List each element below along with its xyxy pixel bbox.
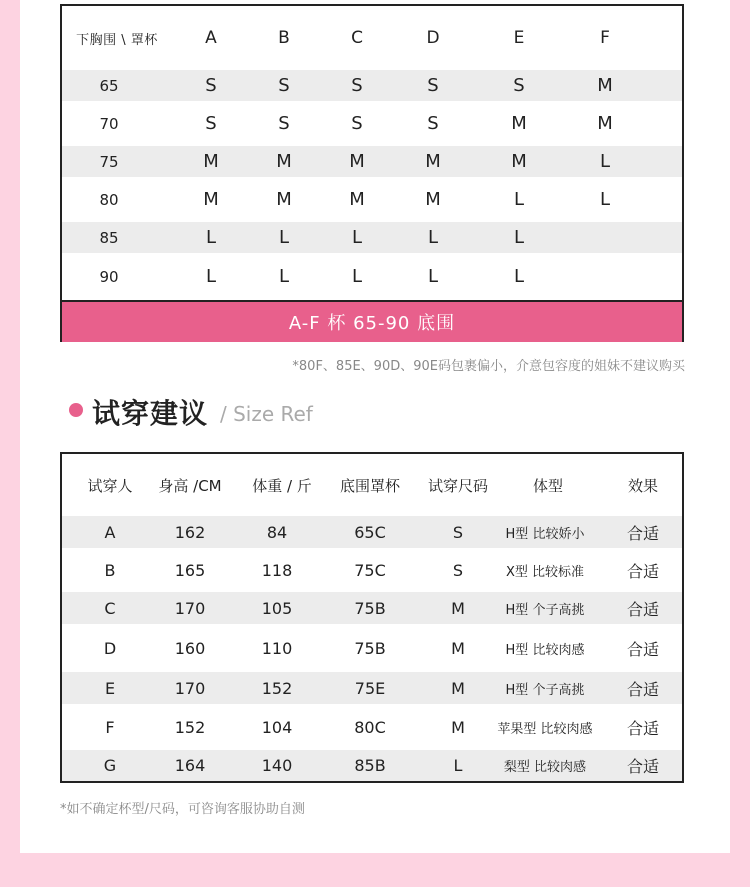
tryon-effect: 合适 — [626, 561, 659, 581]
tryon-header-person: 试穿人 — [87, 476, 133, 495]
size-cell: S — [351, 75, 363, 96]
tryon-person: C — [104, 598, 116, 618]
tryon-size: M — [451, 638, 465, 658]
tryon-effect: 合适 — [626, 639, 659, 659]
size-chart-row — [62, 101, 682, 146]
tryon-weight: 118 — [261, 560, 293, 580]
size-cell: M — [349, 151, 365, 172]
band-label: 80 — [99, 190, 119, 209]
tryon-row — [62, 750, 682, 781]
tryon-band-cup: 75B — [354, 598, 386, 618]
band-label: 70 — [99, 114, 119, 133]
size-chart-corner-header: 下胸围 \ 罩杯 — [76, 32, 158, 48]
size-cell: M — [349, 189, 365, 210]
size-cell: M — [203, 189, 219, 210]
tryon-body-type: H型 个子高挑 — [505, 602, 585, 618]
tryon-row — [62, 592, 682, 624]
tryon-size: M — [451, 598, 465, 618]
tryon-row — [62, 624, 682, 672]
tryon-effect: 合适 — [626, 599, 659, 619]
size-cell: L — [278, 266, 290, 287]
tryon-weight: 104 — [261, 717, 293, 737]
size-cell: M — [425, 151, 441, 172]
tryon-person: E — [104, 678, 116, 698]
size-cell: S — [351, 113, 363, 134]
tryon-header-weight: 体重 / 斤 — [252, 476, 312, 495]
tryon-header-size: 试穿尺码 — [427, 476, 488, 495]
tryon-band-cup: 85B — [354, 756, 386, 775]
consult-note: *如不确定杯型/尺码，可咨询客服协助自测 — [60, 802, 305, 817]
size-cell: M — [511, 151, 527, 172]
tryon-height: 162 — [174, 522, 206, 542]
tryon-body-type: X型 比较标准 — [505, 564, 585, 580]
tryon-size: M — [451, 717, 465, 737]
size-cell: L — [351, 227, 363, 248]
bullet-dot-icon — [69, 403, 83, 417]
tryon-effect: 合适 — [626, 757, 659, 776]
size-cell: L — [599, 189, 611, 210]
band-label: 65 — [99, 76, 119, 95]
tryon-body-type: 苹果型 比较肉感 — [497, 721, 593, 737]
tryon-height: 164 — [174, 756, 206, 775]
size-cell: M — [425, 189, 441, 210]
size-cell: S — [513, 75, 525, 96]
tryon-header-band-cup: 底围罩杯 — [339, 476, 400, 495]
cup-header-a: A — [205, 28, 217, 48]
cup-header-c: C — [351, 28, 363, 48]
section-title: 试穿建议 — [92, 397, 209, 430]
size-cell: S — [205, 75, 217, 96]
section-subtitle: / Size Ref — [220, 402, 313, 426]
tryon-effect: 合适 — [626, 679, 659, 699]
size-chart-row — [62, 177, 682, 222]
tryon-band-cup: 75B — [354, 638, 386, 658]
size-cell: L — [205, 266, 217, 287]
size-chart-row — [62, 222, 682, 253]
tryon-body-type: 梨型 比较肉感 — [503, 760, 587, 775]
tryon-height: 170 — [174, 678, 206, 698]
tryon-body-type: H型 个子高挑 — [505, 682, 585, 698]
tryon-height: 165 — [174, 560, 206, 580]
tryon-body-type: H型 比较肉感 — [505, 642, 585, 658]
tryon-size: S — [452, 522, 464, 542]
size-cell: L — [278, 227, 290, 248]
tryon-size: L — [453, 756, 463, 775]
cup-header-b: B — [278, 28, 290, 48]
tryon-table — [60, 452, 684, 783]
tryon-row — [62, 516, 682, 548]
size-cell: L — [513, 189, 525, 210]
size-cell — [568, 222, 642, 253]
size-cell: S — [427, 113, 439, 134]
tryon-size: M — [451, 678, 465, 698]
cup-header-d: D — [426, 28, 440, 48]
tryon-band-cup: 75C — [354, 560, 386, 580]
fit-warning-note: *80F、85E、90D、90E码包裹偏小，介意包容度的姐妹不建议购买 — [292, 359, 685, 374]
band-label: 90 — [99, 267, 119, 286]
cup-header-e: E — [513, 28, 525, 48]
tryon-row — [62, 548, 682, 592]
tryon-person: A — [104, 522, 116, 542]
size-cell: L — [427, 266, 439, 287]
band-label: 75 — [99, 152, 119, 171]
tryon-effect: 合适 — [626, 718, 659, 738]
tryon-weight: 110 — [261, 638, 293, 658]
tryon-header-row — [62, 454, 682, 516]
size-cell: M — [276, 151, 292, 172]
tryon-person: D — [103, 638, 117, 658]
size-cell: L — [205, 227, 217, 248]
size-cell: M — [597, 75, 613, 96]
size-chart-table — [60, 4, 684, 342]
tryon-header-effect: 效果 — [627, 476, 658, 495]
size-cell: L — [513, 266, 525, 287]
size-cell: M — [511, 113, 527, 134]
tryon-body-type: H型 比较娇小 — [505, 526, 585, 542]
tryon-band-cup: 80C — [354, 717, 386, 737]
tryon-person: F — [105, 717, 115, 737]
size-cell: L — [351, 266, 363, 287]
tryon-header-height: 身高 /CM — [158, 476, 222, 495]
size-chart-row — [62, 253, 682, 300]
size-cell: S — [278, 75, 290, 96]
cup-header-f: F — [600, 28, 610, 48]
size-cell: S — [205, 113, 217, 134]
band-label: 85 — [99, 228, 119, 247]
tryon-weight: 140 — [261, 756, 293, 775]
tryon-weight: 105 — [261, 598, 293, 618]
size-cell: M — [597, 113, 613, 134]
tryon-band-cup: 65C — [354, 522, 386, 542]
size-cell: S — [278, 113, 290, 134]
size-chart-footer: A-F 杯 65-90 底围 — [62, 300, 682, 342]
tryon-row — [62, 672, 682, 704]
tryon-weight: 84 — [266, 522, 288, 542]
size-chart-header-row — [62, 6, 682, 70]
tryon-weight: 152 — [261, 678, 293, 698]
tryon-height: 170 — [174, 598, 206, 618]
tryon-header-body-type: 体型 — [532, 476, 563, 495]
size-chart-row — [62, 146, 682, 177]
size-chart-row — [62, 70, 682, 101]
size-cell: M — [203, 151, 219, 172]
size-cell: L — [513, 227, 525, 248]
tryon-size: S — [452, 560, 464, 580]
size-cell: M — [276, 189, 292, 210]
size-cell: L — [427, 227, 439, 248]
tryon-person: G — [103, 756, 117, 775]
tryon-height: 152 — [174, 717, 206, 737]
tryon-height: 160 — [174, 638, 206, 658]
tryon-band-cup: 75E — [354, 678, 386, 698]
tryon-effect: 合适 — [626, 523, 659, 543]
size-cell: S — [427, 75, 439, 96]
tryon-person: B — [104, 560, 116, 580]
size-cell — [568, 253, 642, 300]
size-cell: L — [599, 151, 611, 172]
tryon-row — [62, 704, 682, 750]
